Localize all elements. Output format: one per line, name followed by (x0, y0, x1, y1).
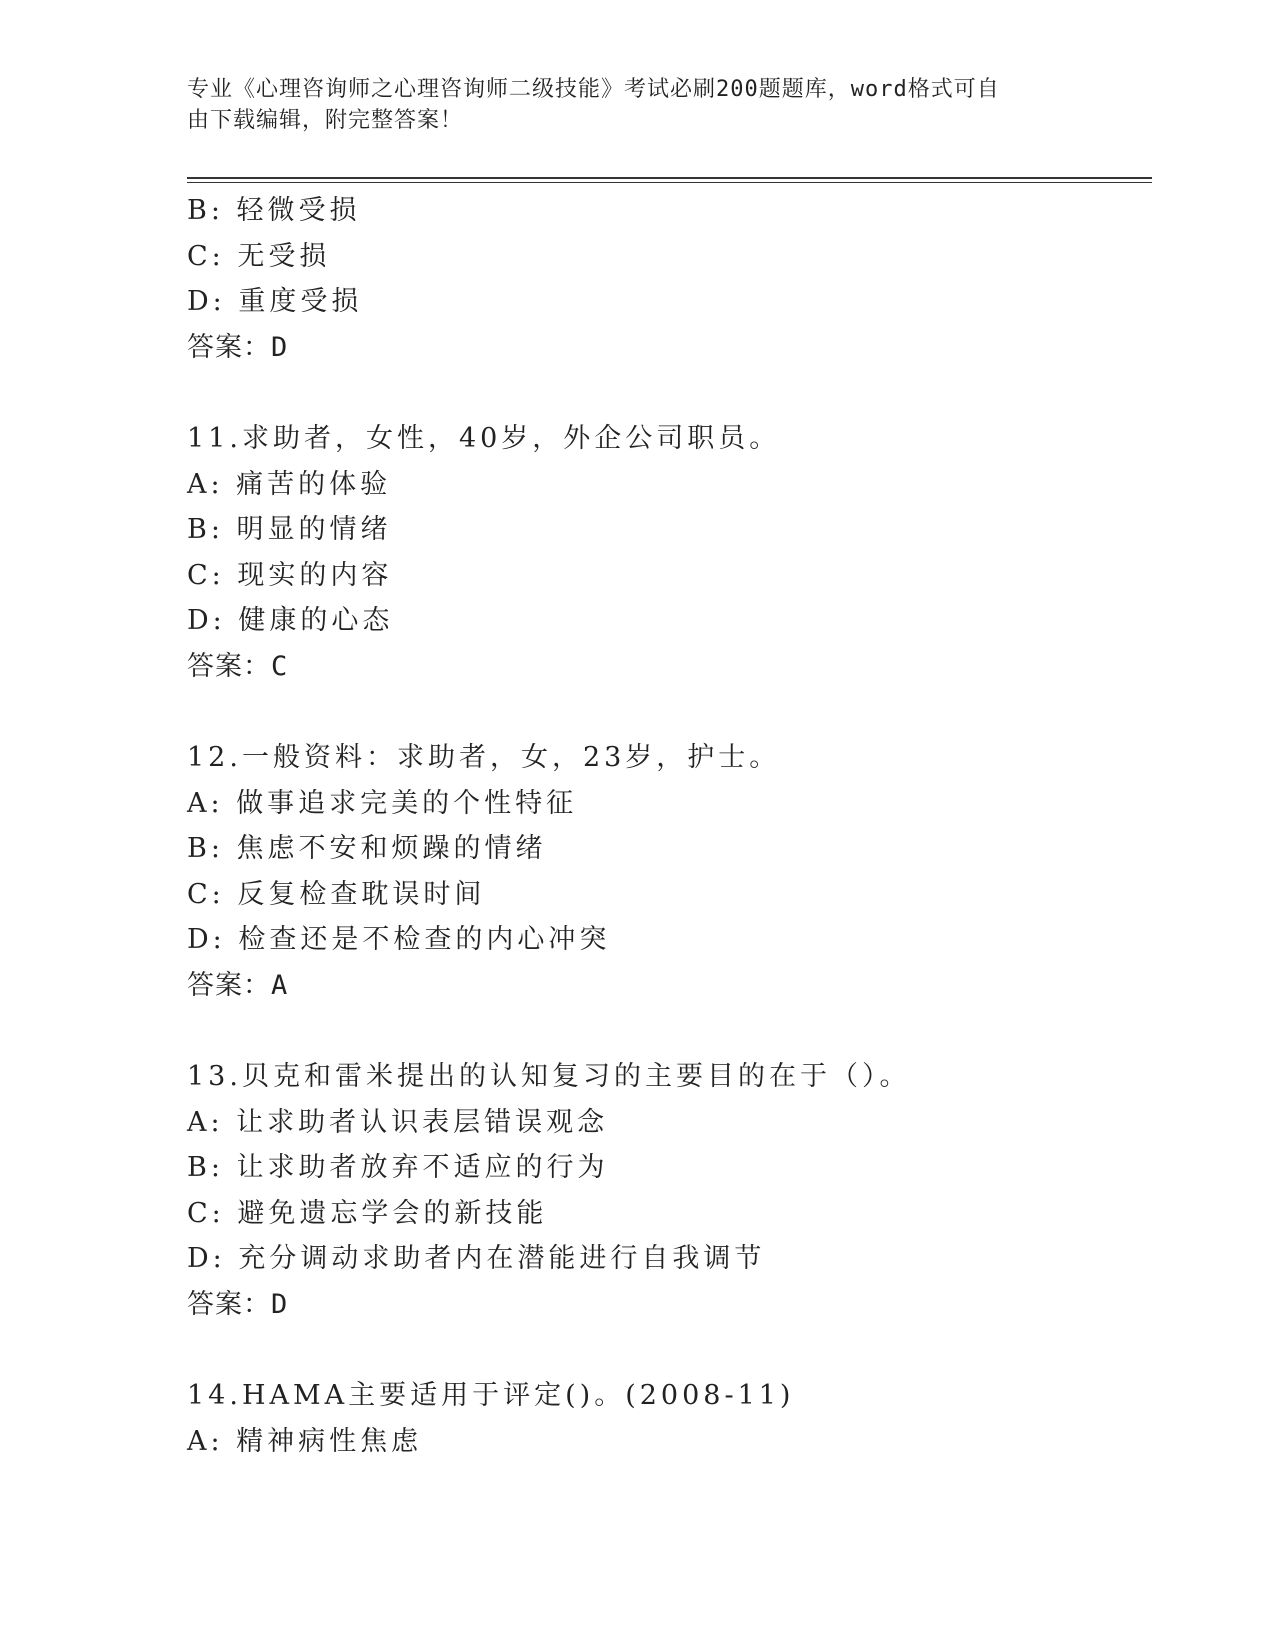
option-d: D: 健康的心态 (187, 605, 394, 636)
answer-value: C (271, 650, 289, 682)
option-c: C: 无受损 (187, 240, 331, 272)
answer-line (187, 325, 1147, 371)
header-divider-thin (187, 182, 1152, 183)
option-b: B: 焦虑不安和烦躁的情绪 (187, 833, 547, 864)
option-d: D: 检查还是不检查的内心冲突 (187, 924, 611, 955)
answer-value: D (271, 1288, 289, 1320)
answer-line (187, 963, 1147, 1009)
question-stem: 12.一般资料：求助者，女，23岁，护士。 (187, 742, 781, 773)
option-c: C: 现实的内容 (187, 559, 393, 591)
question-block (187, 735, 1147, 1008)
question-block (187, 188, 1147, 370)
option-a: A: 让求助者认识表层错误观念 (187, 1106, 609, 1138)
question-list (187, 188, 1147, 1464)
option-b: B: 明显的情绪 (187, 514, 392, 545)
answer-value: A (271, 969, 289, 1001)
answer-label: 答案： (187, 331, 271, 363)
question-block (187, 416, 1147, 689)
header-divider (187, 177, 1152, 179)
header-line-1: 专业《心理咨询师之心理咨询师二级技能》考试必刷200题题库，word格式可自 (187, 77, 1000, 102)
option-a: A: 痛苦的体验 (187, 468, 392, 500)
answer-line (187, 1282, 1147, 1328)
answer-label: 答案： (187, 1288, 271, 1320)
option-c: C: 避免遗忘学会的新技能 (187, 1197, 548, 1229)
answer-label: 答案： (187, 969, 271, 1001)
answer-label: 答案： (187, 650, 271, 682)
header-line-2: 由下载编辑，附完整答案！ (187, 108, 464, 133)
question-stem: 14.HAMA主要适用于评定()。(2008-11) (187, 1380, 795, 1411)
option-d: D: 重度受损 (187, 286, 363, 317)
option-a: A: 做事追求完美的个性特征 (187, 787, 578, 819)
answer-value: D (271, 331, 289, 363)
option-b: B: 轻微受损 (187, 195, 361, 226)
question-block (187, 1054, 1147, 1327)
document-header (187, 74, 1067, 136)
option-d: D: 充分调动求助者内在潜能进行自我调节 (187, 1243, 766, 1274)
option-b: B: 让求助者放弃不适应的行为 (187, 1152, 609, 1183)
question-stem: 13.贝克和雷米提出的认知复习的主要目的在于（）。 (187, 1061, 911, 1092)
option-a: A: 精神病性焦虑 (187, 1425, 423, 1457)
question-block (187, 1373, 1147, 1464)
question-stem: 11.求助者，女性，40岁，外企公司职员。 (187, 423, 781, 454)
answer-line (187, 644, 1147, 690)
option-c: C: 反复检查耽误时间 (187, 878, 486, 910)
